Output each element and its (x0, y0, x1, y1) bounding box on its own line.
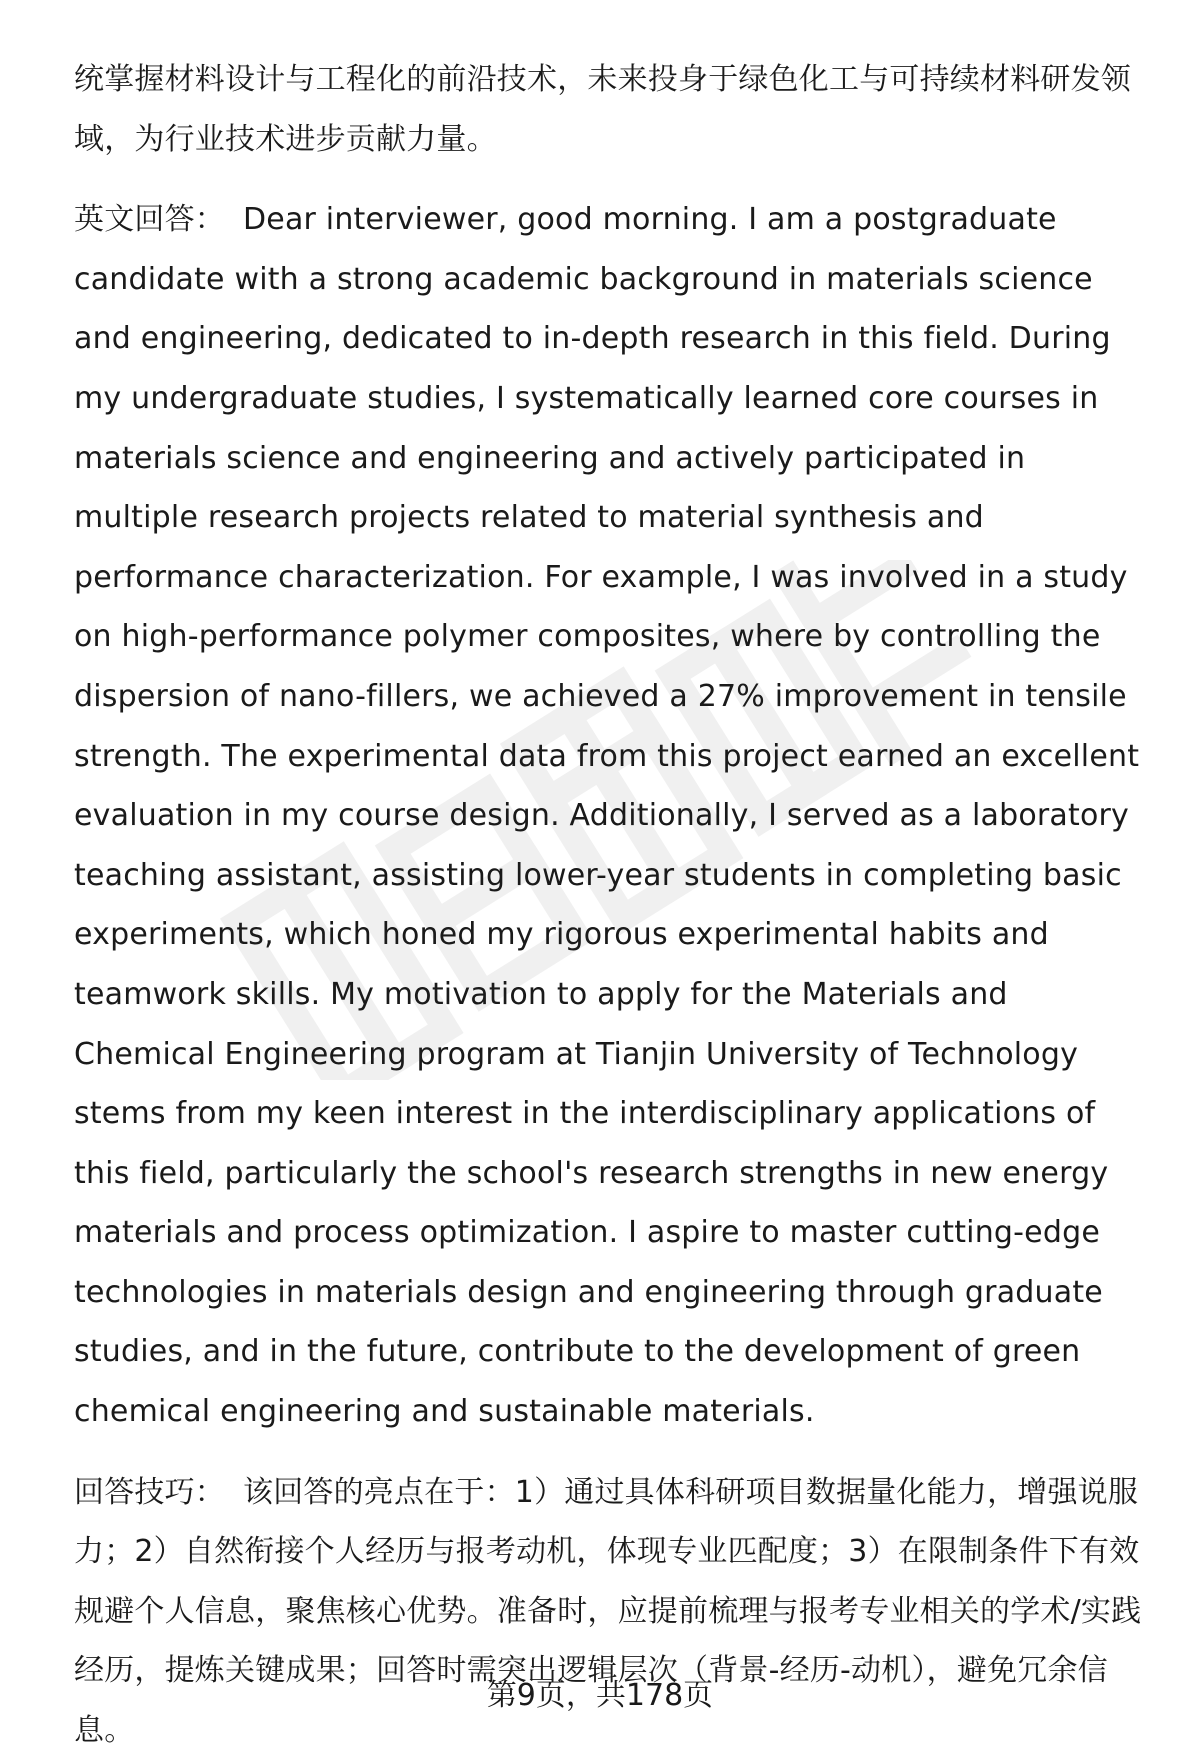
english-answer-label: 英文回答： (74, 202, 225, 238)
answer-tips-label: 回答技巧： (74, 1474, 225, 1510)
intro-text: 统掌握材料设计与工程化的前沿技术，未来投身于绿色化工与可持续材料研发领域，为行业技术进步贡献力量。 (74, 62, 1131, 157)
document-body (74, 50, 1154, 1761)
answer-tips-text: 该回答的亮点在于：1）通过具体科研项目数据量化能力，增强说服力；2）自然衔接个人经历与报考动机，体现专业匹配度；3）在限制条件下有效规避个人信息，聚焦核心优势。准备时，应提前梳理与报考专业相关的学术/实践经历，提炼关键成果；回答时需突出逻辑层次（背景-经历-动机），避免冗余信息。 (74, 1474, 1142, 1749)
page-number-footer: 第9页，共178页 (486, 1678, 714, 1713)
english-answer-paragraph (74, 190, 1149, 1441)
intro-paragraph (74, 50, 1154, 169)
english-answer-text: Dear interviewer, good morning. I am a postgraduate candidate with a strong academic background in materials science and engineering, dedicated to in-depth research in this field. During my undergraduate studies, I systematically learned core courses in materials science and engineering and actively participated in multiple research projects related to material synthesis and performance characterization. For example, I was involved in a study on high-performance polymer composites, where by controlling the dispersion of nano-fillers, we achieved a 27% improvement in tensile strength. The experimental data from this project earned an excellent evaluation in my course design. Additionally, I served as a laboratory teaching assistant, assisting lower-year students in completing basic experiments, which honed my rigorous experimental habits and teamwork skills. My motivation to apply for the Materials and Chemical Engineering program at Tianjin University of Technology stems from my keen interest in the interdisciplinary applications of this field, particularly the school's research strengths in new energy materials and process optimization. I aspire to master cutting-edge technologies in materials design and engineering through graduate studies, and in the future, contribute to the development of green chemical engineering and sustainable materials. (74, 202, 1140, 1430)
